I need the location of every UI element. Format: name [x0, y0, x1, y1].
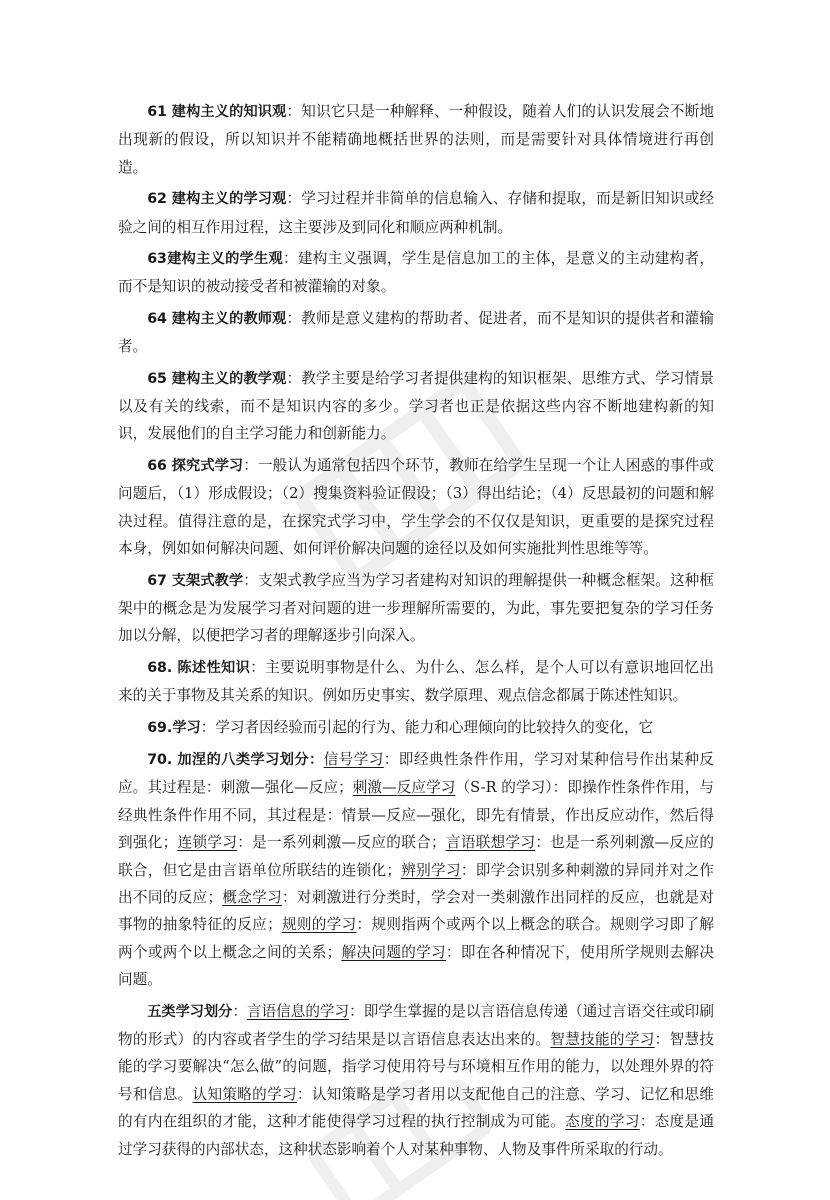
item-body: ：一般认为通常包括四个环节，教师在给学生呈现一个让人困惑的事件或问题后，（1）形成假设；（2）搜集资料验证假设；（3）得出结论；（4）反思最初的问题和解决过程。值得注意的是，在探究式学习中，学生学会的不仅仅是知识，更重要的是探究过程本身，例如如何解决问题、如何评价解决问题的途径以及如何实施批判性思维等等。: [118, 456, 714, 558]
item-number: 67: [147, 572, 167, 589]
gagne-learning-type-description: ：即学会识别多种刺激的异同并对之作出不同的反应；: [118, 861, 714, 906]
item-number: 65: [147, 370, 167, 387]
item-body: ：支架式教学应当为学习者建构对知识的理解提供一种概念框架。这种框架中的概念是为发展学习者对问题的进一步理解所需要的，为此，事先要把复杂的学习任务加以分解，以便把学习者的理解逐步引向深入。: [118, 571, 714, 645]
item-number: 61: [147, 104, 167, 120]
five-learning-type-name: 态度的学习: [565, 1113, 640, 1131]
item-term-colon: ：: [309, 751, 324, 768]
five-learning-type-description: ：认知策略是学习者用以支配他自己的注意、学习、记忆和思维的有内在组织的才能，这种才能使得学习过程的执行控制成为可能。: [118, 1085, 714, 1131]
item-body: ：教师是意义建构的帮助者、促进者，而不是知识的提供者和灌输者。: [118, 309, 714, 356]
item-number: 63: [147, 251, 167, 268]
item-term: 建构主义的教学观: [171, 370, 287, 387]
gagne-learning-type-description: ：规则指两个或两个以上概念的联合。规则学习即了解两个或两个以上概念之间的关系；: [118, 916, 714, 961]
paragraph-70: [118, 746, 714, 994]
item-body: ：学习者因经验而引起的行为、能力和心理倾向的比较持久的变化，它: [200, 718, 654, 736]
item-number: 68.: [147, 659, 173, 676]
gagne-learning-type-name: 概念学习: [222, 888, 282, 906]
item-body: ：学习过程并非简单的信息输入、存储和提取，而是新旧知识或经验之间的相互作用过程，这主要涉及到同化和顺应两种机制。: [118, 190, 714, 236]
gagne-learning-type-description: ：即在各种情况下，使用所学规则去解决问题。: [118, 943, 714, 989]
item-body: ：知识它只是一种解释、一种假设，随着人们的认识发展会不断地出现新的假设，所以知识并不能精确地概括世界的法则，而是需要针对具体情境进行再创造。: [118, 103, 714, 176]
five-learning-type-name: 言语信息的学习: [246, 1002, 350, 1020]
gagne-learning-type-name: 解决问题的学习: [341, 943, 446, 961]
paragraph-69: [118, 714, 714, 742]
gagne-learning-type-description: ：即经典性条件作用，学习对某种信号作出某种反应。其过程是：刺激—强化—反应；: [118, 750, 714, 797]
gagne-learning-type-name: 言语联想学习: [445, 834, 536, 852]
paragraph-65: [118, 365, 714, 448]
item-number: 69.: [147, 719, 173, 736]
paragraph-61: [118, 98, 714, 181]
gagne-learning-type-description: （S-R 的学习）：即操作性条件作用，与经典性条件作用不同，其过程是：情景—反应—强化，即先有情景，作出反应动作，然后得到强化；: [118, 779, 714, 852]
item-number: 66: [147, 457, 167, 474]
paragraph-62: [118, 185, 714, 241]
item-term-colon: ：: [232, 1002, 247, 1020]
document-body: [118, 98, 714, 1167]
item-body: ：主要说明事物是什么、为什么、怎么样，是个人可以有意识地回忆出来的关于事物及其关系的知识。例如历史事实、数学原理、观点信念都属于陈述性知识。: [118, 658, 714, 705]
item-term: 五类学习划分: [147, 1003, 233, 1020]
item-term: 加涅的八类学习划分: [177, 751, 310, 768]
five-learning-type-name: 认知策略的学习: [192, 1085, 297, 1103]
gagne-learning-type-description: ：也是一系列刺激—反应的联合，但它是由言语单位所联结的连锁化；: [118, 834, 714, 879]
five-learning-type-name: 智慧技能的学习: [550, 1031, 655, 1048]
gagne-learning-type-name: 连锁学习: [177, 834, 238, 852]
gagne-learning-type-description: ：对刺激进行分类时，学会对一类刺激作出同样的反应，也就是对事物的抽象特征的反应；: [118, 888, 714, 934]
five-types-body: [118, 1003, 714, 1158]
item-number: 70.: [147, 751, 173, 768]
gagne-learning-type-name: 辨别学习: [400, 861, 461, 879]
item-term: 建构主义的学习观: [171, 191, 287, 208]
item-term: 学习: [172, 719, 201, 736]
five-learning-type-description: ：即学生掌握的是以言语信息传递（通过言语交往或印刷物的形式）的内容或者学生的学习结果是以言语信息表达出来的。: [118, 1002, 714, 1048]
paragraph-66: [118, 452, 714, 563]
paragraph-68: [118, 654, 714, 710]
item-term: 探究式学习: [171, 457, 244, 474]
item-term: 建构主义的知识观: [171, 104, 287, 120]
item-term: 建构主义的学生观: [166, 251, 283, 268]
paragraph-five-types: [118, 998, 714, 1163]
item-number: 64: [147, 310, 167, 327]
paragraph-63: [118, 245, 714, 301]
five-learning-type-description: ：智慧技能的学习要解决“怎么做”的问题，指学习使用符号与环境相互作用的能力，以处理外界的符号和信息。: [118, 1031, 714, 1103]
gagne-learning-type-description: ：是一系列刺激—反应的联合；: [237, 834, 446, 852]
five-learning-type-description: ：态度是通过学习获得的内部状态，这种状态影响着个人对某种事物、人物及事件所采取的行动。: [118, 1113, 714, 1158]
item-term: 建构主义的教师观: [171, 310, 287, 327]
paragraph-64: [118, 305, 714, 361]
item-body: ：建构主义强调，学生是信息加工的主体，是意义的主动建构者，而不是知识的被动接受者和被灌输的对象。: [118, 250, 714, 296]
paragraph-67: [118, 567, 714, 650]
item-term: 支架式教学: [171, 572, 244, 589]
item-body: ：教学主要是给学习者提供建构的知识框架、思维方式、学习情景以及有关的线索，而不是知识内容的多少。学习者也正是依据这些内容不断地建构新的知识，发展他们的自主学习能力和创新能力。: [118, 369, 714, 443]
gagne-learning-type-name: 信号学习: [323, 750, 384, 768]
gagne-learning-type-name: 刺激—反应学习: [352, 779, 456, 797]
gagne-eight-types-body: [118, 751, 714, 988]
item-number: 62: [147, 191, 167, 208]
item-term: 陈述性知识: [177, 659, 251, 676]
gagne-learning-type-name: 规则的学习: [281, 916, 357, 934]
